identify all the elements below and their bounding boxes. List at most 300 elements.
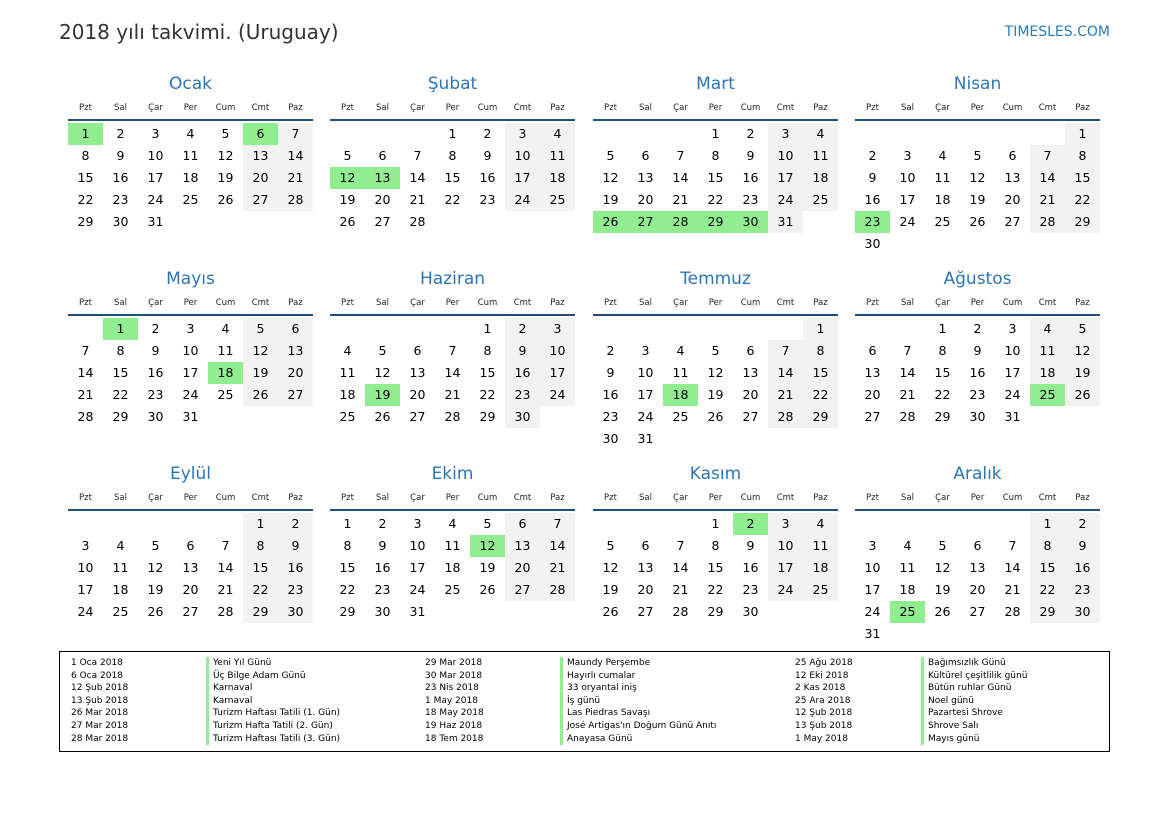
- day-cell: 7: [81, 343, 90, 358]
- day-cell: 26: [934, 604, 951, 619]
- empty-day-cell: [960, 513, 995, 535]
- day-cell: 13: [278, 340, 313, 362]
- day-cell: 31: [637, 431, 654, 446]
- day-cell: 27: [637, 604, 654, 619]
- day-cell: 22: [77, 192, 94, 207]
- day-cell: 9: [746, 538, 755, 553]
- weekday-label: Paz: [813, 103, 828, 113]
- day-cell: 15: [444, 170, 461, 185]
- day-cell: 19: [147, 582, 164, 597]
- day-cell: 10: [1004, 343, 1021, 358]
- day-cell: 30: [147, 409, 164, 424]
- weekday-label: Cum: [740, 298, 761, 308]
- day-cell: 23: [1065, 579, 1100, 601]
- day-cell: 12: [470, 535, 505, 557]
- day-cell: 7: [221, 538, 230, 553]
- day-cell: 29: [339, 604, 356, 619]
- day-cell: 30: [742, 604, 759, 619]
- empty-day-cell: [628, 123, 663, 145]
- empty-day-cell: [540, 211, 575, 233]
- empty-day-cell: [173, 211, 208, 233]
- day-cell: 5: [343, 148, 352, 163]
- day-cell: 11: [339, 365, 356, 380]
- day-cell: 24: [768, 189, 803, 211]
- day-cell: 25: [1030, 384, 1065, 406]
- weekday-label: Sal: [114, 298, 127, 308]
- week-row: [68, 406, 313, 428]
- day-cell: 24: [768, 579, 803, 601]
- empty-day-cell: [68, 318, 103, 340]
- weekday-label: Cum: [477, 493, 498, 503]
- day-cell: 16: [479, 170, 496, 185]
- day-cell: 13: [637, 170, 654, 185]
- empty-day-cell: [733, 318, 768, 340]
- legend-date: 12 Şub 2018: [795, 708, 853, 719]
- month-name: Nisan: [953, 74, 1002, 94]
- week-row: [855, 123, 1100, 145]
- day-cell: 15: [77, 170, 94, 185]
- day-cell: 9: [116, 148, 125, 163]
- weekday-label: Pzt: [341, 493, 354, 503]
- day-cell: 15: [1030, 557, 1065, 579]
- day-cell: 15: [707, 560, 724, 575]
- day-cell: 6: [278, 318, 313, 340]
- day-cell: 12: [243, 340, 278, 362]
- weekday-label: Per: [183, 103, 198, 113]
- weekday-label: Per: [445, 298, 460, 308]
- weekday-label: Çar: [935, 298, 950, 308]
- day-cell: 28: [77, 409, 94, 424]
- weekday-label: Sal: [376, 493, 389, 503]
- day-cell: 3: [186, 321, 195, 336]
- weekday-label: Per: [708, 493, 723, 503]
- weekday-label: Paz: [813, 298, 828, 308]
- day-cell: 7: [540, 513, 575, 535]
- day-cell: 4: [676, 343, 685, 358]
- legend-holiday-name: Kültürel çeşitlilik günü: [921, 670, 1027, 683]
- weekday-label: Cmt: [251, 103, 270, 113]
- day-cell: 8: [116, 343, 125, 358]
- day-cell: 11: [1030, 340, 1065, 362]
- week-row: [68, 384, 313, 406]
- weekday-header: [855, 290, 1100, 316]
- day-cell: 14: [278, 145, 313, 167]
- day-cell: 21: [768, 384, 803, 406]
- day-cell: 23: [479, 192, 496, 207]
- weekday-label: Sal: [901, 298, 914, 308]
- empty-day-cell: [208, 406, 243, 428]
- day-cell: 18: [1030, 362, 1065, 384]
- week-row: [68, 557, 313, 579]
- day-cell: 12: [602, 560, 619, 575]
- empty-day-cell: [540, 601, 575, 623]
- day-cell: 13: [505, 535, 540, 557]
- week-row: [68, 318, 313, 340]
- day-cell: 11: [182, 148, 199, 163]
- day-cell: 26: [602, 604, 619, 619]
- day-cell: 10: [540, 340, 575, 362]
- day-cell: 13: [864, 365, 881, 380]
- day-cell: 30: [733, 211, 768, 233]
- day-cell: 17: [147, 170, 164, 185]
- empty-day-cell: [1030, 623, 1065, 645]
- day-cell: 3: [413, 516, 422, 531]
- weekday-label: Pzt: [604, 298, 617, 308]
- month-name: Aralık: [953, 464, 1002, 484]
- week-row: [593, 384, 838, 406]
- week-row: [330, 513, 575, 535]
- day-cell: 2: [733, 513, 768, 535]
- day-cell: 26: [243, 384, 278, 406]
- day-cell: 19: [479, 560, 496, 575]
- week-row: [593, 145, 838, 167]
- weekday-label: Pzt: [79, 298, 92, 308]
- day-cell: 24: [182, 387, 199, 402]
- week-row: [855, 167, 1100, 189]
- legend-date: 29 Mar 2018: [425, 658, 483, 668]
- day-cell: 8: [711, 538, 720, 553]
- day-cell: 14: [672, 560, 689, 575]
- legend-date: 13 Şub 2018: [71, 695, 129, 706]
- day-cell: 10: [409, 538, 426, 553]
- month-name: Haziran: [419, 269, 486, 289]
- day-cell: 10: [768, 535, 803, 557]
- day-cell: 26: [217, 192, 234, 207]
- legend-date: 13 Şub 2018: [795, 721, 853, 731]
- weekday-label: Paz: [288, 493, 303, 503]
- day-cell: 22: [934, 387, 951, 402]
- legend-date: 12 Eki 2018: [795, 670, 849, 681]
- day-cell: 12: [934, 560, 951, 575]
- empty-day-cell: [855, 318, 890, 340]
- day-cell: 6: [746, 343, 755, 358]
- week-row: [855, 233, 1100, 255]
- legend-date: 30 Mar 2018: [425, 670, 483, 681]
- day-cell: 5: [378, 343, 387, 358]
- week-row: [855, 579, 1100, 601]
- month-name: Eylül: [169, 464, 212, 484]
- day-cell: 15: [707, 170, 724, 185]
- day-cell: 26: [479, 582, 496, 597]
- empty-day-cell: [663, 318, 698, 340]
- day-cell: 1: [1065, 123, 1100, 145]
- day-cell: 11: [672, 365, 689, 380]
- day-cell: 9: [973, 343, 982, 358]
- day-cell: 11: [112, 560, 129, 575]
- day-cell: 27: [628, 211, 663, 233]
- day-cell: 4: [938, 148, 947, 163]
- empty-day-cell: [330, 318, 365, 340]
- weekday-label: Cmt: [251, 298, 270, 308]
- day-cell: 31: [147, 214, 164, 229]
- week-row: [68, 362, 313, 384]
- day-cell: 13: [409, 365, 426, 380]
- week-row: [68, 513, 313, 535]
- day-cell: 16: [112, 170, 129, 185]
- empty-day-cell: [855, 123, 890, 145]
- day-cell: 25: [803, 189, 838, 211]
- weekday-header: [855, 485, 1100, 511]
- day-cell: 27: [505, 579, 540, 601]
- empty-day-cell: [1065, 233, 1100, 255]
- day-cell: 13: [969, 560, 986, 575]
- day-cell: 7: [448, 343, 457, 358]
- week-row: [68, 145, 313, 167]
- day-cell: 28: [409, 214, 426, 229]
- day-cell: 12: [707, 365, 724, 380]
- legend-row: [60, 682, 1109, 695]
- weeks: [68, 123, 313, 233]
- weekday-label: Çar: [410, 298, 425, 308]
- weekday-label: Pzt: [866, 298, 879, 308]
- day-cell: 30: [602, 431, 619, 446]
- day-cell: 4: [186, 126, 195, 141]
- week-row: [855, 406, 1100, 428]
- day-cell: 24: [540, 384, 575, 406]
- weeks: [855, 123, 1100, 255]
- weekday-label: Cmt: [776, 298, 795, 308]
- day-cell: 14: [899, 365, 916, 380]
- day-cell: 20: [409, 387, 426, 402]
- day-cell: 16: [505, 362, 540, 384]
- day-cell: 6: [641, 538, 650, 553]
- day-cell: 17: [77, 582, 94, 597]
- weekday-label: Sal: [639, 298, 652, 308]
- weekday-label: Paz: [550, 103, 565, 113]
- weekday-label: Cum: [215, 493, 236, 503]
- week-row: [330, 189, 575, 211]
- legend-holiday-name: Karnaval: [206, 695, 252, 708]
- weekday-label: Cum: [477, 103, 498, 113]
- day-cell: 9: [151, 343, 160, 358]
- day-cell: 6: [505, 513, 540, 535]
- day-cell: 21: [77, 387, 94, 402]
- day-cell: 28: [672, 604, 689, 619]
- legend-holiday-name: Bütün ruhlar Günü: [921, 682, 1011, 695]
- weekday-label: Sal: [639, 493, 652, 503]
- day-cell: 6: [378, 148, 387, 163]
- day-cell: 4: [448, 516, 457, 531]
- weekday-label: Paz: [1075, 103, 1090, 113]
- weekday-label: Cmt: [513, 103, 532, 113]
- day-cell: 10: [505, 145, 540, 167]
- day-cell: 30: [112, 214, 129, 229]
- day-cell: 5: [711, 343, 720, 358]
- day-cell: 15: [934, 365, 951, 380]
- day-cell: 2: [606, 343, 615, 358]
- month-5: [68, 268, 313, 428]
- day-cell: 2: [378, 516, 387, 531]
- day-cell: 18: [444, 560, 461, 575]
- legend-holiday-name: İş günü: [560, 695, 600, 708]
- day-cell: 22: [707, 582, 724, 597]
- day-cell: 23: [742, 582, 759, 597]
- legend-date: 26 Mar 2018: [71, 708, 129, 719]
- legend-holiday-name: Turizm Hafta Tatili (2. Gün): [206, 720, 333, 733]
- day-cell: 16: [602, 387, 619, 402]
- day-cell: 17: [182, 365, 199, 380]
- day-cell: 5: [243, 318, 278, 340]
- day-cell: 20: [505, 557, 540, 579]
- weeks: [855, 318, 1100, 428]
- empty-day-cell: [208, 513, 243, 535]
- month-name: Mayıs: [166, 269, 215, 289]
- day-cell: 5: [938, 538, 947, 553]
- legend-holiday-name: Bağımsızlık Günü: [921, 657, 1006, 670]
- day-cell: 29: [934, 409, 951, 424]
- legend-date: 2 Kas 2018: [795, 683, 846, 694]
- day-cell: 22: [1030, 579, 1065, 601]
- month-name: Ekim: [431, 464, 474, 484]
- day-cell: 3: [768, 123, 803, 145]
- day-cell: 5: [151, 538, 160, 553]
- weekday-label: Paz: [550, 298, 565, 308]
- day-cell: 14: [217, 560, 234, 575]
- day-cell: 28: [1004, 604, 1021, 619]
- weekday-label: Cmt: [1038, 493, 1057, 503]
- day-cell: 9: [278, 535, 313, 557]
- day-cell: 1: [103, 318, 138, 340]
- day-cell: 16: [969, 365, 986, 380]
- week-row: [593, 211, 838, 233]
- day-cell: 16: [742, 170, 759, 185]
- day-cell: 7: [1030, 145, 1065, 167]
- day-cell: 8: [243, 535, 278, 557]
- day-cell: 6: [641, 148, 650, 163]
- weekday-label: Per: [183, 298, 198, 308]
- weeks: [855, 513, 1100, 645]
- weekday-label: Cmt: [776, 103, 795, 113]
- weekday-header: [330, 95, 575, 121]
- weekday-label: Cum: [215, 103, 236, 113]
- weekday-label: Paz: [1075, 298, 1090, 308]
- weekday-label: Pzt: [341, 298, 354, 308]
- empty-day-cell: [768, 601, 803, 623]
- day-cell: 15: [339, 560, 356, 575]
- day-cell: 25: [890, 601, 925, 623]
- day-cell: 18: [934, 192, 951, 207]
- weekday-label: Per: [970, 103, 985, 113]
- brand-link[interactable]: TIMESLES.COM: [1004, 24, 1110, 40]
- weekday-label: Paz: [813, 493, 828, 503]
- day-cell: 26: [339, 214, 356, 229]
- day-cell: 2: [746, 126, 755, 141]
- empty-day-cell: [768, 428, 803, 450]
- weekday-label: Cum: [740, 493, 761, 503]
- day-cell: 6: [186, 538, 195, 553]
- day-cell: 8: [343, 538, 352, 553]
- legend-date: 23 Nis 2018: [425, 683, 479, 694]
- legend-date: 25 Ağu 2018: [795, 658, 853, 668]
- week-row: [593, 123, 838, 145]
- day-cell: 19: [217, 170, 234, 185]
- weekday-label: Sal: [639, 103, 652, 113]
- weekday-header: [593, 290, 838, 316]
- day-cell: 27: [409, 409, 426, 424]
- day-cell: 21: [1004, 582, 1021, 597]
- day-cell: 16: [374, 560, 391, 575]
- month-name: Kasım: [689, 464, 742, 484]
- day-cell: 31: [1004, 409, 1021, 424]
- month-3: [593, 73, 838, 233]
- day-cell: 9: [606, 365, 615, 380]
- empty-day-cell: [505, 601, 540, 623]
- legend-holiday-name: 33 oryantal iniş: [560, 682, 637, 695]
- weekday-label: Cum: [1002, 493, 1023, 503]
- day-cell: 28: [663, 211, 698, 233]
- day-cell: 4: [221, 321, 230, 336]
- weekday-header: [68, 95, 313, 121]
- weeks: [593, 123, 838, 233]
- day-cell: 25: [217, 387, 234, 402]
- day-cell: 7: [676, 148, 685, 163]
- day-cell: 19: [934, 582, 951, 597]
- day-cell: 8: [938, 343, 947, 358]
- day-cell: 2: [278, 513, 313, 535]
- week-row: [68, 189, 313, 211]
- week-row: [68, 167, 313, 189]
- weekday-label: Sal: [901, 103, 914, 113]
- empty-day-cell: [890, 513, 925, 535]
- day-cell: 19: [365, 384, 400, 406]
- week-row: [330, 145, 575, 167]
- week-row: [593, 318, 838, 340]
- weekday-label: Çar: [673, 298, 688, 308]
- day-cell: 20: [637, 192, 654, 207]
- day-cell: 1: [711, 516, 720, 531]
- empty-day-cell: [925, 513, 960, 535]
- day-cell: 21: [278, 167, 313, 189]
- day-cell: 25: [934, 214, 951, 229]
- legend-holiday-name: Maundy Perşembe: [560, 657, 650, 670]
- month-6: [330, 268, 575, 428]
- day-cell: 21: [444, 387, 461, 402]
- day-cell: 23: [112, 192, 129, 207]
- day-cell: 20: [637, 582, 654, 597]
- day-cell: 2: [973, 321, 982, 336]
- weekday-header: [855, 95, 1100, 121]
- week-row: [330, 211, 575, 233]
- day-cell: 10: [637, 365, 654, 380]
- day-cell: 3: [81, 538, 90, 553]
- weekday-header: [593, 95, 838, 121]
- day-cell: 15: [803, 362, 838, 384]
- empty-day-cell: [470, 211, 505, 233]
- empty-day-cell: [435, 601, 470, 623]
- week-row: [593, 601, 838, 623]
- day-cell: 21: [217, 582, 234, 597]
- weekday-label: Cmt: [251, 493, 270, 503]
- day-cell: 2: [868, 148, 877, 163]
- weekday-label: Per: [708, 103, 723, 113]
- weekday-header: [330, 290, 575, 316]
- day-cell: 17: [864, 582, 881, 597]
- day-cell: 31: [864, 626, 881, 641]
- day-cell: 17: [899, 192, 916, 207]
- empty-day-cell: [593, 123, 628, 145]
- month-12: [855, 463, 1100, 645]
- empty-day-cell: [365, 123, 400, 145]
- legend-row: [60, 733, 1109, 746]
- day-cell: 26: [969, 214, 986, 229]
- day-cell: 26: [593, 211, 628, 233]
- week-row: [593, 189, 838, 211]
- week-row: [593, 340, 838, 362]
- legend-date: 1 Oca 2018: [71, 658, 123, 668]
- day-cell: 4: [540, 123, 575, 145]
- month-8: [855, 268, 1100, 428]
- empty-day-cell: [995, 513, 1030, 535]
